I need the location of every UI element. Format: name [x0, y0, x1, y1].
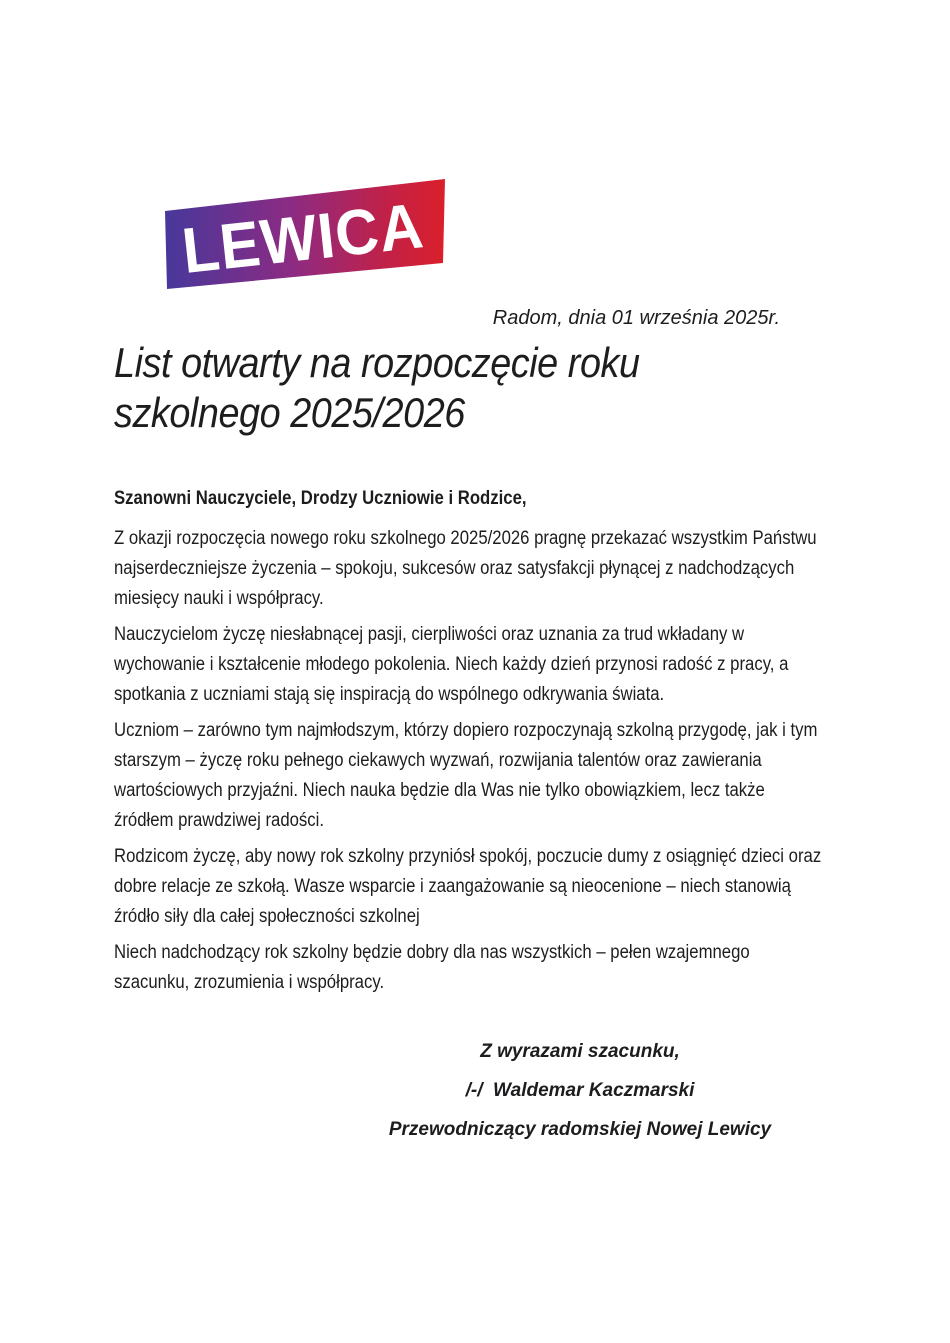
paragraph-line: miesięcy nauki i współpracy.: [114, 588, 324, 609]
paragraph: [114, 938, 821, 998]
paragraph-line: wychowanie i kształcenie młodego pokolenia. Niech każdy dzień przynosi radość z pracy, a: [114, 654, 789, 675]
paragraph-line: źródło siły dla całej społeczności szkolnej: [114, 906, 420, 927]
signature-closing: Z wyrazami szacunku,: [480, 1041, 680, 1062]
paragraph-line: Niech nadchodzący rok szkolny będzie dobry dla nas wszystkich – pełen wzajemnego: [114, 942, 750, 963]
paragraph-line: Uczniom – zarówno tym najmłodszym, którzy dopiero rozpoczynają szkolną przygodę, jak i tym: [114, 720, 818, 741]
paragraph-line: szacunku, zrozumienia i współpracy.: [114, 972, 385, 993]
paragraph-line: Nauczycielom życzę niesłabnącej pasji, cierpliwości oraz uznania za trud wkładany w: [114, 624, 745, 645]
page-title: [114, 338, 640, 438]
paragraph: [114, 620, 821, 710]
body-paragraphs: [114, 524, 821, 998]
signature-role: Przewodniczący radomskiej Nowej Lewicy: [388, 1119, 772, 1140]
date-line: Radom, dnia 01 września 2025r.: [492, 307, 780, 329]
paragraph: [114, 842, 821, 932]
lewica-logo-svg: [163, 177, 449, 291]
paragraph: [114, 716, 821, 836]
paragraph-line: dobre relacje ze szkołą. Wasze wsparcie i zaangażowanie są nieocenione – niech stanowią: [114, 876, 791, 897]
paragraph-line: źródłem prawdziwej radości.: [114, 810, 325, 831]
title-line-1: List otwarty na rozpoczęcie roku: [114, 339, 640, 386]
paragraph-line: Z okazji rozpoczęcia nowego roku szkolnego 2025/2026 pragnę przekazać wszystkim Państwu: [114, 528, 817, 549]
paragraph-line: Rodzicom życzę, aby nowy rok szkolny przyniósł spokój, poczucie dumy z osiągnięć dzieci oraz: [114, 846, 822, 867]
paragraph-line: starszym – życzę roku pełnego ciekawych wyzwań, rozwijania talentów oraz zawierania: [114, 750, 762, 771]
signature-name: /-/ Waldemar Kaczmarski: [465, 1080, 695, 1101]
salutation: Szanowni Nauczyciele, Drodzy Uczniowie i Rodzice,: [114, 488, 527, 509]
logo-text: LEWICA: [178, 187, 444, 287]
title-line-2: szkolnego 2025/2026: [114, 389, 465, 436]
paragraph-line: wartościowych przyjaźni. Niech nauka będzie dla Was nie tylko obowiązkiem, lecz także: [114, 780, 765, 801]
paragraph-line: spotkania z uczniami stają się inspiracją do wspólnego odkrywania świata.: [114, 684, 665, 705]
signature-block: [330, 1037, 830, 1154]
lewica-logo: [163, 177, 449, 291]
paragraph: [114, 524, 821, 614]
letter-body: [114, 484, 821, 1004]
paragraph-line: najserdeczniejsze życzenia – spokoju, sukcesów oraz satysfakcji płynącej z nadchodzących: [114, 558, 795, 579]
